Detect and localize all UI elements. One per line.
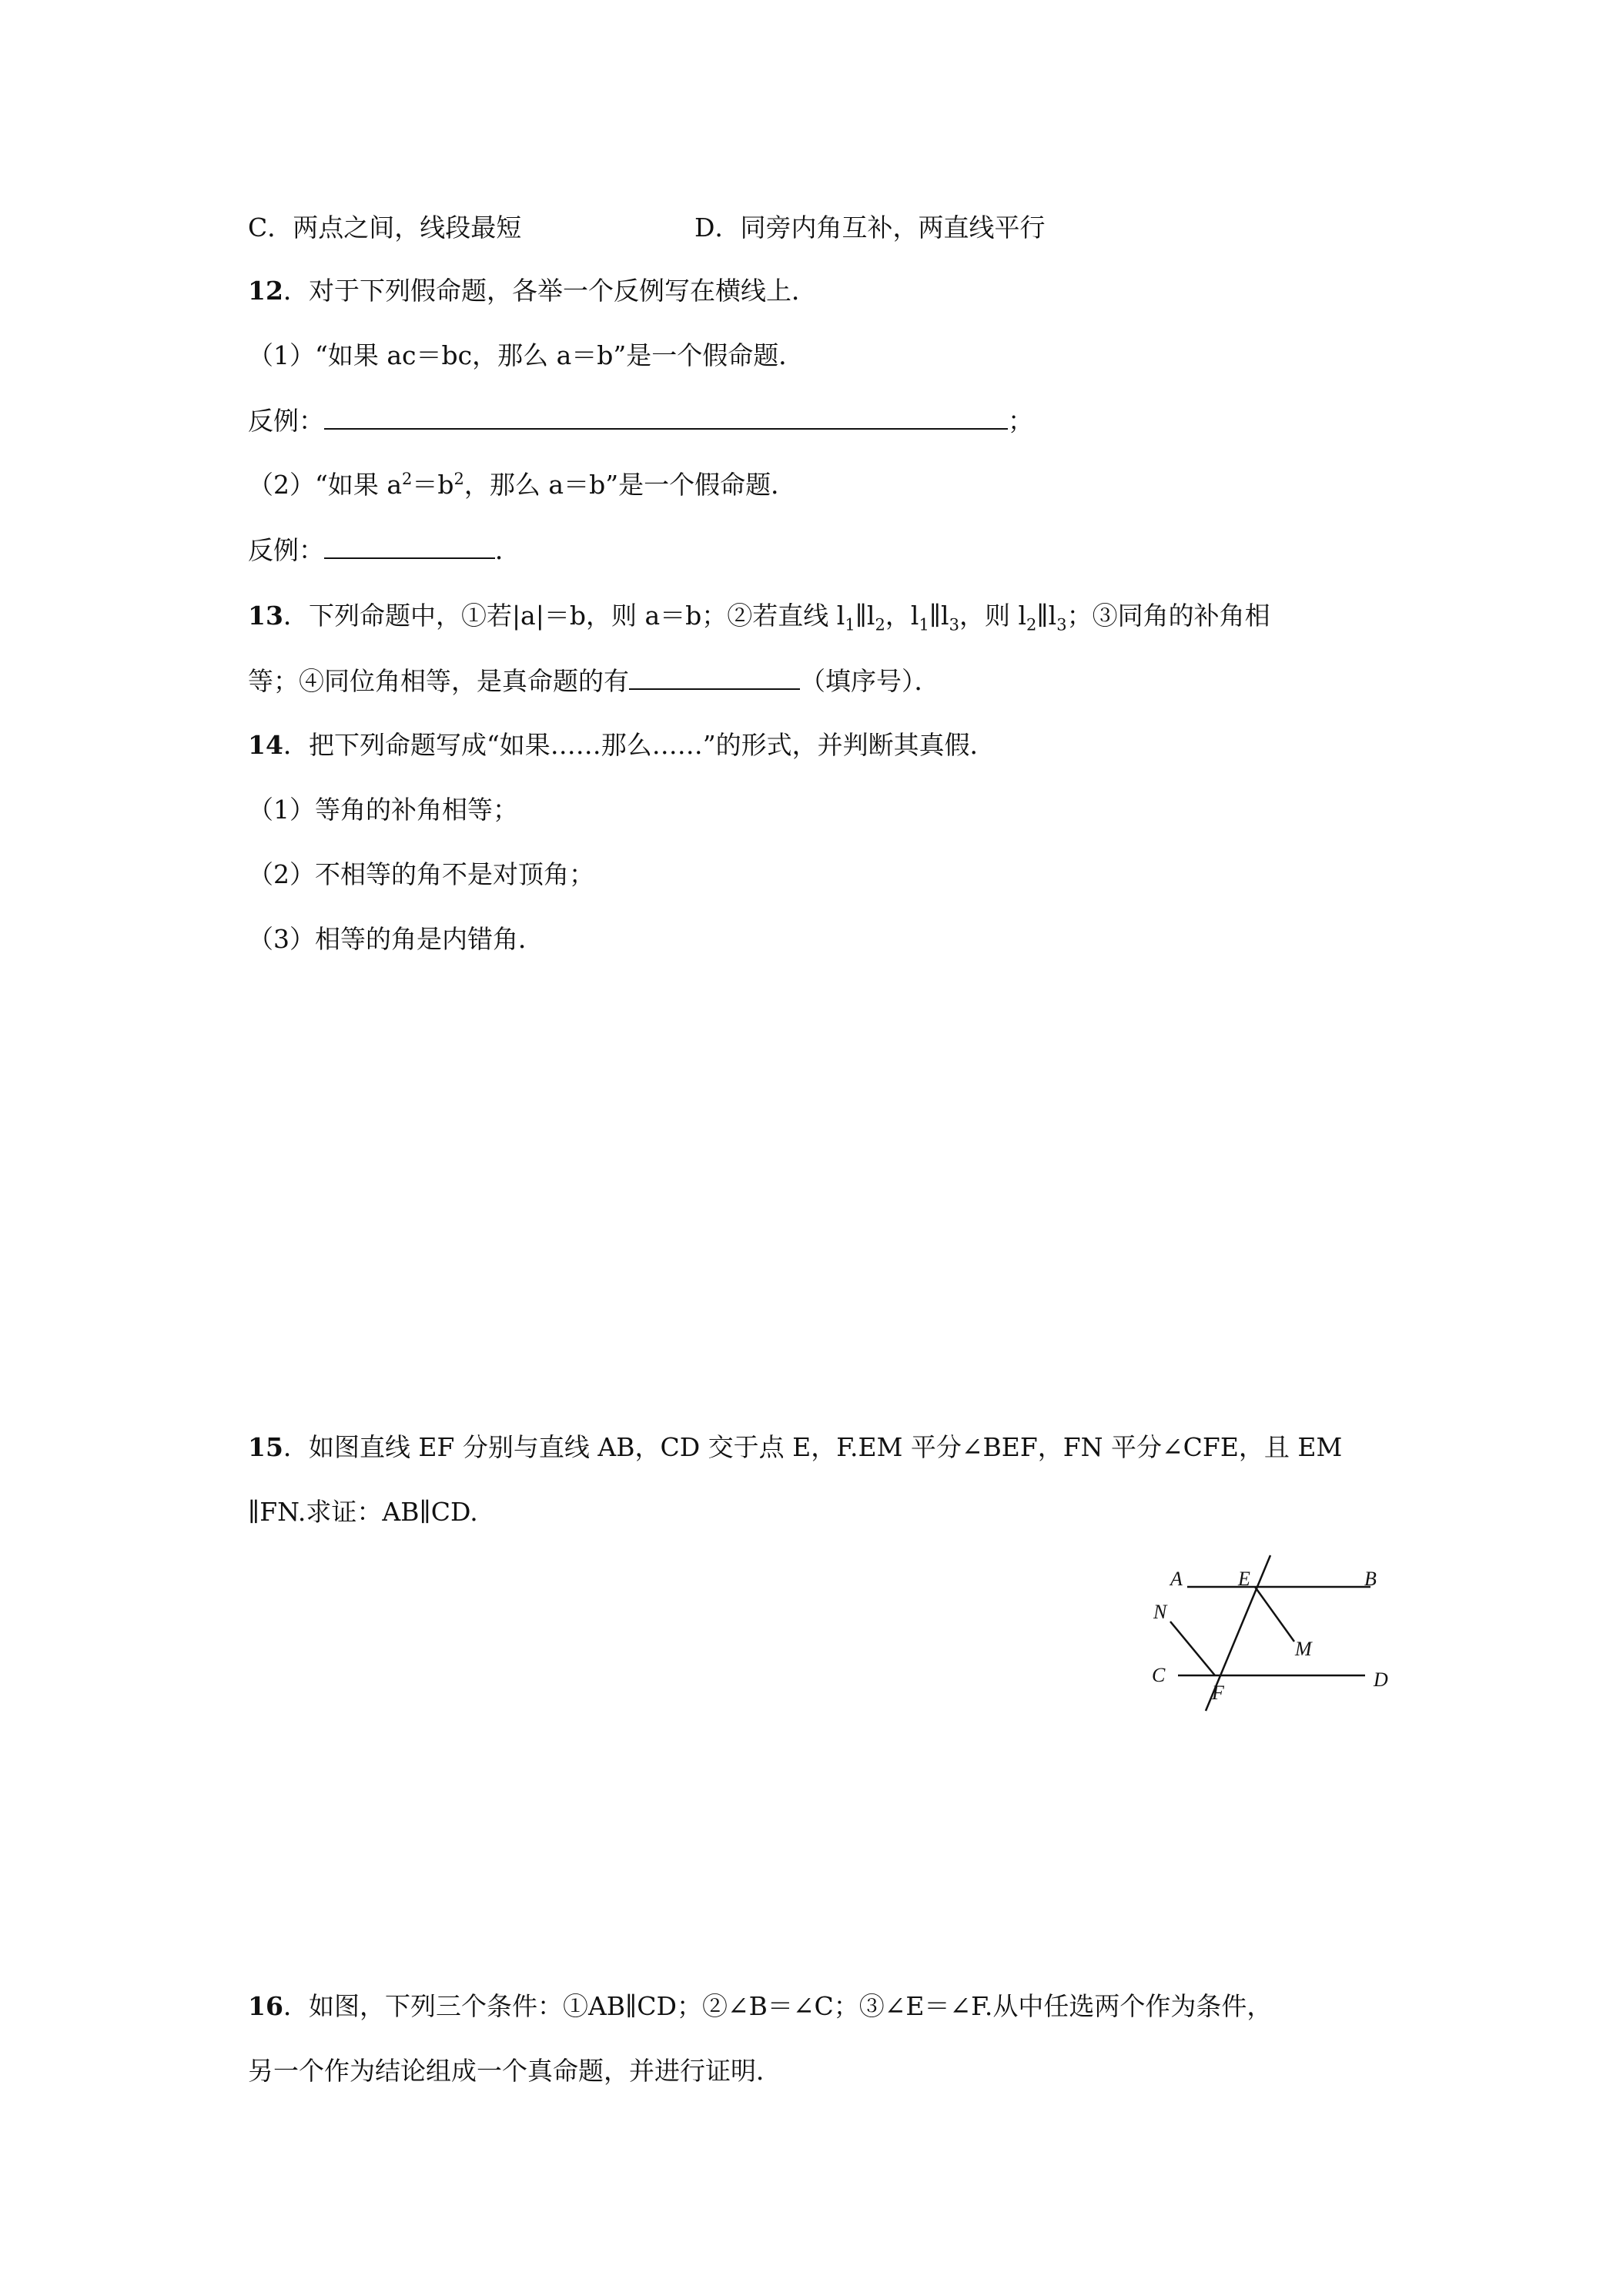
q13-text-c: ，l [885,601,919,631]
q13-answer-blank[interactable] [629,665,800,690]
q12-part2-text-a: （2）“如果 a [248,470,403,500]
q15-figure [1147,1540,1401,1717]
q13-text-d: ∥l [929,601,949,631]
label-b: B [1364,1568,1377,1590]
q12-part1 [248,340,804,371]
q12-part1-text: （1）“如果 ac＝bc，那么 a＝b”是一个假命题． [248,340,805,370]
q14-part2-text: （2）不相等的角不是对顶角； [248,859,594,889]
q13-number: 13 [248,601,283,631]
q15-line1 [248,1432,1342,1463]
q13-sub6: 3 [1056,615,1067,634]
q12-answer1-end: ； [1008,406,1033,436]
q12-part2-text-c: ，那么 a＝b”是一个假命题． [463,470,797,500]
q14-part3 [248,924,544,955]
label-d: D [1374,1668,1388,1691]
q12-answer2-line [248,534,520,566]
q12-number: 12 [248,276,283,306]
q13-line2 [248,665,940,697]
q12-part2-sup1: 2 [402,470,413,488]
q12-answer1-line [248,405,1033,437]
label-m: M [1295,1638,1312,1660]
q13-sub2: 2 [875,615,885,634]
q11-option-d-line [694,213,1045,243]
q14-part2 [248,859,594,890]
q12-stem-line [248,276,817,306]
q12-answer2-label: 反例： [248,535,324,565]
q13-sub5: 2 [1026,615,1037,634]
label-n: N [1153,1601,1167,1623]
q13-text-b: ∥l [855,601,875,631]
q14-part1-text: （1）等角的补角相等； [248,795,518,825]
q12-part2 [248,470,796,500]
q13-text-f: ∥l [1036,601,1057,631]
q12-part2-text-b: ＝b [412,470,454,500]
q12-answer1-blank[interactable] [324,405,1008,430]
label-c: C [1152,1664,1166,1686]
q12-part2-sup2: 2 [453,470,464,488]
q16-number: 16 [248,1991,283,2021]
ray-fn [1170,1622,1215,1675]
q15-text-line2: ∥FN.求证：AB∥CD. [248,1497,478,1527]
q16-text-line1: ．如图，下列三个条件：①AB∥CD；②∠B＝∠C；③∠E＝∠F.从中任选两个作为条件， [283,1991,1273,2021]
q13-text-g: ；③同角的补角相 [1066,601,1270,631]
q12-answer2-blank[interactable] [324,534,495,559]
q12-answer2-end: ． [495,535,520,565]
ray-em [1255,1587,1294,1642]
q15-line2 [248,1497,478,1528]
q12-stem: ．对于下列假命题，各举一个反例写在横线上． [283,276,817,306]
q13-text-a: ．下列命题中，①若|a|＝b，则 a＝b；②若直线 l [283,601,845,631]
q11-option-c: C．两点之间，线段最短 [248,213,522,243]
q13-sub1: 1 [845,615,855,634]
label-f: F [1212,1682,1224,1704]
q13-text-e: ，则 l [959,601,1027,631]
q11-options [248,213,521,243]
label-e: E [1238,1568,1250,1590]
q15-number: 15 [248,1432,283,1462]
q12-answer1-label: 反例： [248,406,324,436]
q14-part3-text: （3）相等的角是内错角． [248,924,544,954]
q14-number: 14 [248,730,283,760]
label-a: A [1170,1568,1183,1590]
q13-line1 [248,601,1270,634]
q13-line2-text-b: （填序号）． [800,666,940,696]
q13-sub4: 3 [949,615,959,634]
q14-part1 [248,795,518,825]
q14-stem-line [248,730,996,761]
q16-text-line2: 另一个作为结论组成一个真命题，并进行证明． [248,2056,781,2086]
q14-stem: ．把下列命题写成“如果……那么……”的形式，并判断其真假． [283,730,996,760]
q15-text-line1: ．如图直线 EF 分别与直线 AB，CD 交于点 E，F.EM 平分∠BEF，FN 平分∠CFE，且 EM [283,1432,1343,1462]
q11-option-d: D．同旁内角互补，两直线平行 [694,213,1046,243]
q13-sub3: 1 [919,615,929,634]
q16-line2 [248,2056,781,2087]
q16-line1 [248,1991,1272,2022]
q13-line2-text-a: 等；④同位角相等，是真命题的有 [248,666,629,696]
